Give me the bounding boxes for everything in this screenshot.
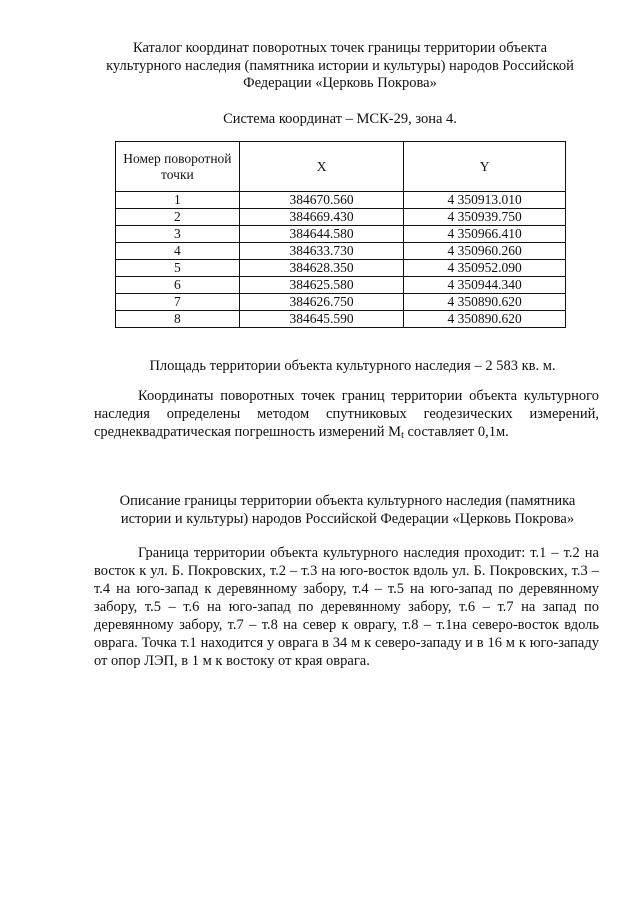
boundary-title-line: истории и культуры) народов Российской Федерации «Церковь Покрова» (120, 510, 575, 527)
cell-y: 4 350913.010 (404, 192, 566, 209)
cell-y: 4 350890.620 (404, 294, 566, 311)
accuracy-subscript: t (401, 430, 404, 441)
cell-point-number: 6 (116, 277, 240, 294)
coordinate-system-label: Система координат – МСК-29, зона 4. (223, 111, 457, 127)
catalog-title-line: культурного наследия (памятника истории и культуры) народов Российской (106, 57, 574, 74)
table-row (116, 294, 566, 311)
cell-x: 384628.350 (239, 260, 404, 277)
accuracy-text-end: составляет 0,1м. (403, 424, 509, 440)
cell-point-number: 3 (116, 226, 240, 243)
cell-point-number: 7 (116, 294, 240, 311)
catalog-title (80, 40, 600, 93)
table-row (116, 311, 566, 328)
cell-x: 384644.580 (239, 226, 404, 243)
cell-point-number: 4 (116, 243, 240, 260)
cell-x: 384669.430 (239, 209, 404, 226)
boundary-description-paragraph: Граница территории объекта культурного наследия проходит: т.1 – т.2 на восток к ул. Б. Покровских, т.2 – т.3 на юго-восток вдоль ул. Б. Покровских, т.3 – т.4 на юго-запад к деревянному забору, т.4 – т.5 на юго-запад по деревянному забору, т.5 – т.6 на юго-запад по деревянному забору, т.6 – т.7 на запад по деревянному забору, т.7 – т.8 на север к оврагу, т.8 – т.1на северо-восток вдоль оврага. Точка т.1 находится у оврага в 34 м к северо-западу и в 16 м к юго-западу от опор ЛЭП, в 1 м к востоку от края оврага. (94, 545, 599, 669)
accuracy-text: Координаты поворотных точек границ территории объекта культурного наследия определены методом спутниковых геодезических измерений, среднеквадратическая погрешность измерений M (94, 388, 599, 440)
cell-x: 384645.590 (239, 311, 404, 328)
header-point-number (116, 142, 240, 192)
table-row (116, 243, 566, 260)
cell-y: 4 350966.410 (404, 226, 566, 243)
table-row (116, 226, 566, 243)
table-header-row (116, 142, 566, 192)
cell-y: 4 350960.260 (404, 243, 566, 260)
table-row (116, 277, 566, 294)
cell-point-number: 1 (116, 192, 240, 209)
accuracy-paragraph (94, 387, 599, 445)
cell-y: 4 350944.340 (404, 277, 566, 294)
catalog-title-line: Каталог координат поворотных точек границы территории объекта (132, 40, 547, 56)
cell-x: 384625.580 (239, 277, 404, 294)
header-x: X (239, 142, 404, 192)
area-statement: Площадь территории объекта культурного наследия – 2 583 кв. м. (149, 358, 556, 374)
cell-x: 384633.730 (239, 243, 404, 260)
table-row (116, 260, 566, 277)
cell-point-number: 5 (116, 260, 240, 277)
cell-y: 4 350890.620 (404, 311, 566, 328)
header-y: Y (404, 142, 566, 192)
cell-x: 384626.750 (239, 294, 404, 311)
cell-y: 4 350939.750 (404, 209, 566, 226)
cell-point-number: 2 (116, 209, 240, 226)
boundary-description-title (95, 493, 600, 528)
cell-x: 384670.560 (239, 192, 404, 209)
catalog-title-line: Федерации «Церковь Покрова» (243, 75, 437, 91)
cell-point-number: 8 (116, 311, 240, 328)
boundary-title-line: Описание границы территории объекта культурного наследия (памятника (119, 493, 576, 509)
table-row (116, 192, 566, 209)
header-point-number-text: Номер поворотной точки (123, 150, 232, 182)
coordinates-table (115, 141, 566, 328)
cell-y: 4 350952.090 (404, 260, 566, 277)
table-row (116, 209, 566, 226)
